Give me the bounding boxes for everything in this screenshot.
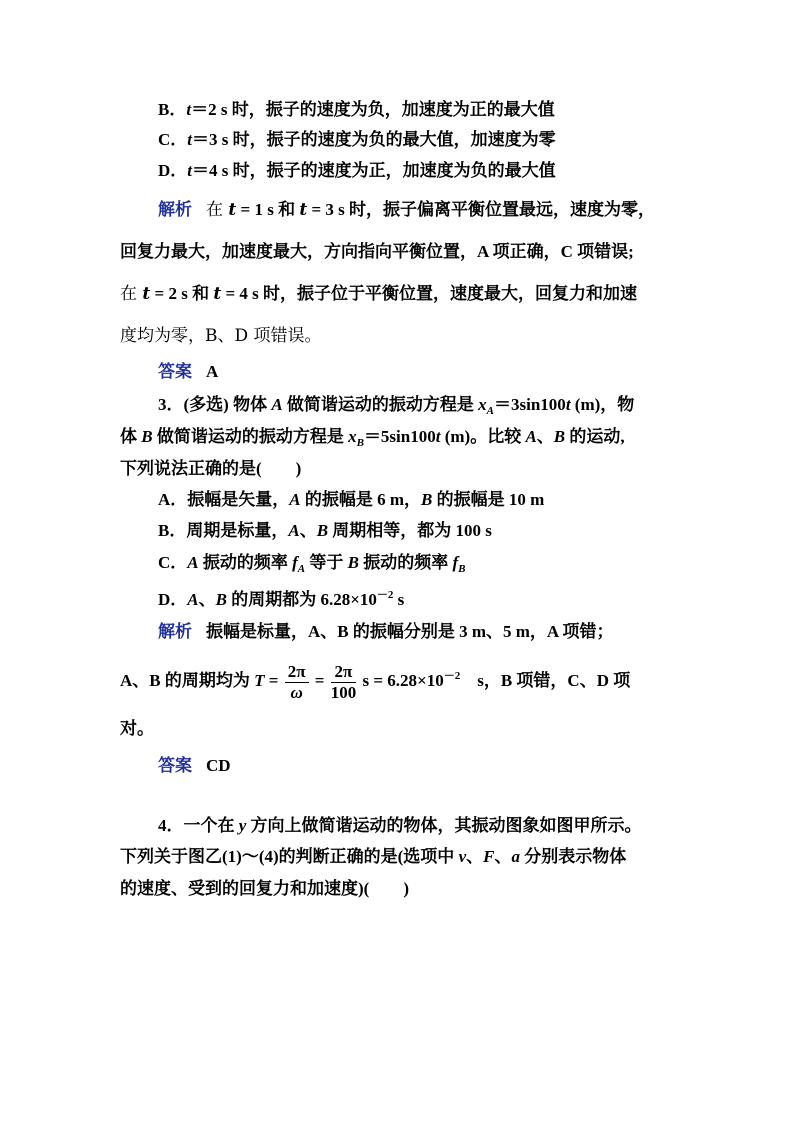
q3-answer: 答案 CD [158,756,231,776]
q2-analysis-line-2: 回复力最大，加速度最大，方向指向平衡位置，A 项正确，C 项错误; [120,242,634,261]
answer-label: 答案 [158,756,192,776]
q3-stem-line-2: 体 B 做简谐运动的振动方程是 $x_B=5\sin 100t$ (m)。比较 A、B 的运动, [120,427,625,449]
q2-analysis-line-4: 度均为零，B、D 项错误。 [120,326,322,346]
analysis-label: 解析 [158,622,192,642]
fraction-2pi-over-omega: $\frac{2\pi}{\omega}$ [285,662,309,703]
q2-answer: 答案 A [158,362,219,382]
q3-stem-line-1: 3．(多选) 物体 A 做简谐运动的振动方程是 $x_A=3\sin 100t$ (m)，物 [158,395,635,417]
q3-analysis-line-1: 解析 振幅是标量，A、B 的振幅分别是 3 m、5 m，A 项错； [158,622,614,642]
fraction-2pi-over-100: $\frac{2\pi}{100}$ [330,661,357,702]
q3-analysis-line-2: A、B 的周期均为 T = $\frac{2\pi}{\omega}$ = $\frac{2\pi}{100}$ $s = 6.28\times 10^{-2}$ s，B 项错，C、D 项 [120,661,631,702]
q2-option-b: B．t＝2 s 时，振子的速度为负，加速度为正的最大值 [158,100,555,119]
q4-stem-line-2: 下列关于图乙(1)～(4)的判断正确的是(选项中 v、F、a 分别表示物体 [120,847,627,866]
q2-analysis-line-1: 解析 在 t = 1 s 和 t = 3 s 时，振子偏离平衡位置最远，速度为零， [158,200,655,220]
analysis-label: 解析 [158,200,192,220]
q4-stem-line-1: 4．一个在 y 方向上做简谐运动的物体，其振动图象如图甲所示。 [158,816,642,835]
q4-stem-line-3: 的速度、受到的回复力和加速度)( ) [120,879,409,898]
q3-stem-line-3: 下列说法正确的是( ) [120,459,302,478]
q2-option-d: D．t＝4 s 时，振子的速度为正，加速度为负的最大值 [158,161,556,180]
q3-analysis-line-3: 对。 [120,719,154,738]
q3-option-b: B．周期是标量，A、B 周期相等，都为 100 s [158,521,492,540]
q2-option-c: C．t＝3 s 时，振子的速度为负的最大值，加速度为零 [158,130,556,149]
q3-option-d: D．A、B 的周期都为 $6.28\times 10^{-2}$ s [158,589,405,609]
answer-label: 答案 [158,362,192,382]
q3-option-c: C．A 振动的频率 $f_A$ 等于 B 振动的频率 $f_B$ [158,553,466,575]
q2-analysis-line-3: 在 t = 2 s 和 t = 4 s 时，振子位于平衡位置，速度最大，回复力和加速 [120,284,637,304]
q3-option-a: A．振幅是矢量，A 的振幅是 6 m，B 的振幅是 10 m [158,490,545,509]
